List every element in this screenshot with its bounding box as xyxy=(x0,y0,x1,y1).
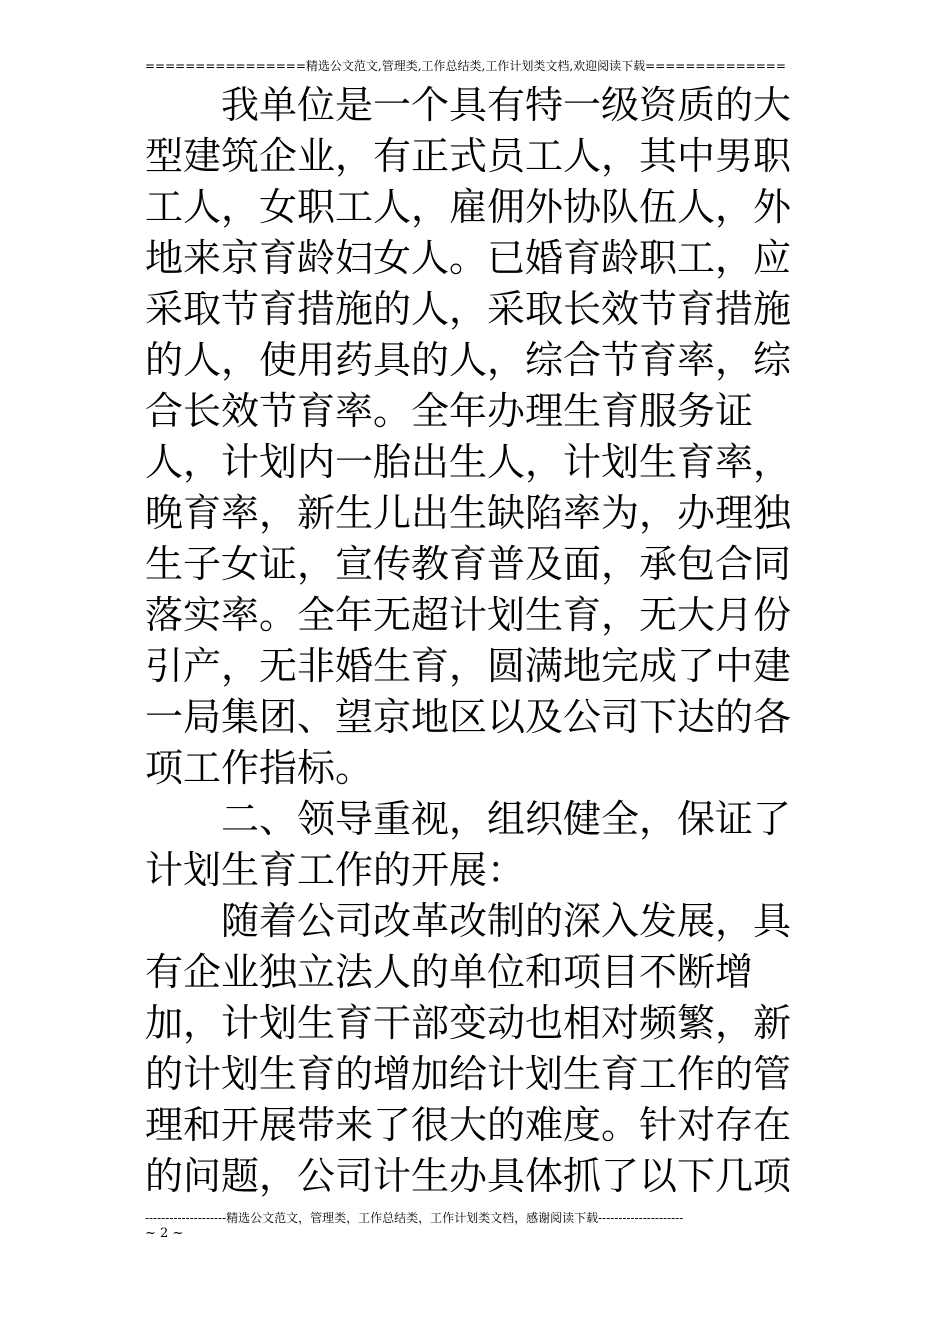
footer-banner: --------------------精选公文范文，管理类，工作总结类，工作计划类文档，感谢阅读下载--------------------- xyxy=(145,1211,684,1225)
paragraph-reform: 随着公司改革改制的深入发展，具有企业独立法人的单位和项目不断增加，计划生育干部变动也相对频繁，新的计划生育的增加给计划生育工作的管理和开展带来了很大的难度。针对存在的问题，公司计生办具体抓了以下几项 xyxy=(145,899,792,1198)
document-body xyxy=(145,80,810,1202)
paragraph-intro: 我单位是一个具有特一级资质的大型建筑企业，有正式员工人，其中男职工人，女职工人，雇佣外协队伍人，外地来京育龄妇女人。已婚育龄职工，应采取节育措施的人，采取长效节育措施的人，使用药具的人，综合节育率，综合长效节育率。全年办理生育服务证人，计划内一胎出生人，计划生育率，晚育率，新生儿出生缺陷率为，办理独生子女证，宣传教育普及面，承包合同落实率。全年无超计划生育，无大月份引产，无非婚生育，圆满地完成了中建一局集团、望京地区以及公司下达的各项工作指标。 xyxy=(145,83,792,790)
paragraph-section-heading: 二、领导重视，组织健全，保证了计划生育工作的开展： xyxy=(145,797,792,892)
page-number: ~ 2 ~ xyxy=(145,1226,184,1241)
header-banner: ================精选公文范文,管理类,工作总结类,工作计划类文档,欢迎阅读下载============== xyxy=(145,59,786,73)
